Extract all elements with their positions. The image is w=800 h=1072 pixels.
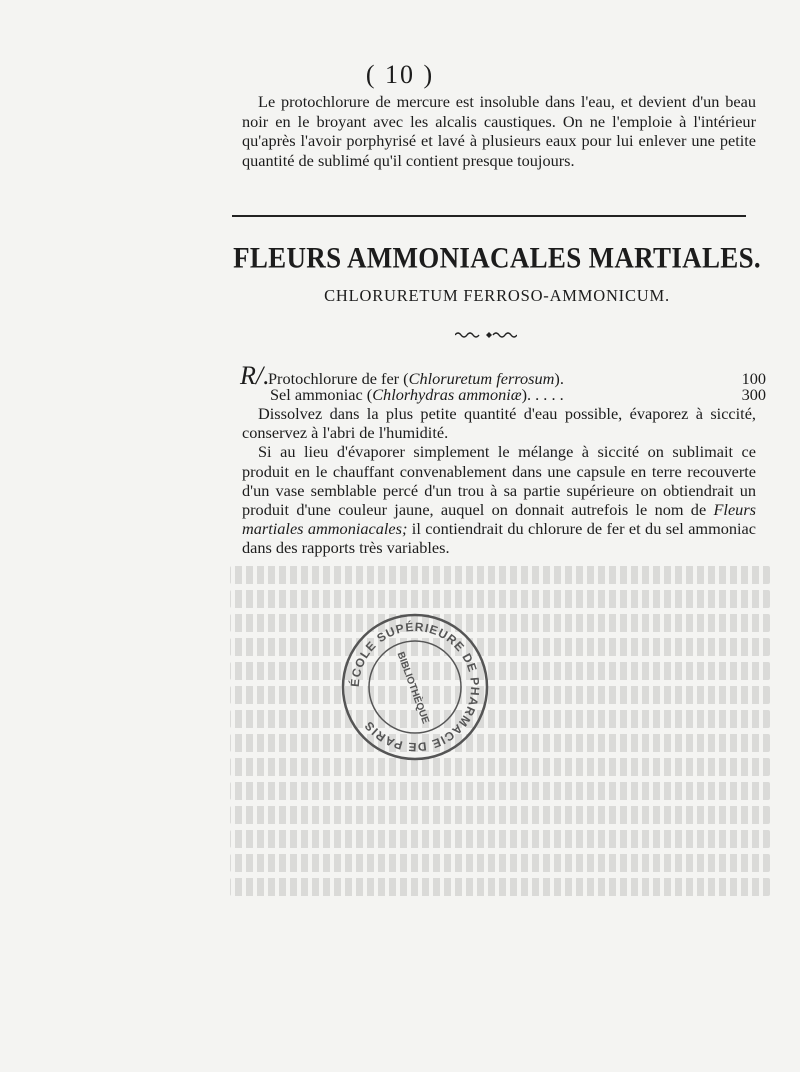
stamp-inner-text: BIBLIOTHÈQUE — [394, 650, 431, 726]
intro-text: Le protochlorure de mercure est insoluble dans l'eau, et devient d'un beau noir en le broyant avec les alcalis caustiques. On ne l'emploie à l'intérieur qu'après l'avoir porphyrisé et lavé à plusieurs eaux pour lui enlever une petite quantité de sublimé qu'il contient presque toujours. — [242, 92, 756, 170]
ingredient-name: Sel ammoniac — [270, 385, 363, 404]
page-number: ( 10 ) — [365, 60, 435, 89]
ingredient-latin: Chlorhydras ammoniæ — [372, 385, 522, 404]
ingredient-latin: Chloruretum ferrosum — [408, 369, 555, 388]
ingredient-quantity: 300 — [741, 385, 766, 404]
library-stamp — [340, 612, 490, 762]
ornament-icon — [455, 331, 517, 339]
paragraph-text: Si au lieu d'évaporer simplement le mélange à siccité on sublimait ce produit en le chauffant convenablement dans une capsule en terre recouverte d'un vase semblable percé d'un trou à sa partie supérieure on obtiendrait un produit d'une couleur jaune, auquel on donnait autrefois le nom de — [242, 442, 756, 520]
body-text — [242, 404, 756, 558]
paragraph — [242, 442, 756, 557]
intro-paragraph — [242, 92, 756, 170]
section-subtitle: CHLORURETUM FERROSO-AMMONICUM. — [324, 286, 670, 305]
recipe-symbol: R/. — [240, 361, 270, 390]
recipe — [240, 361, 766, 404]
ingredient-quantity: 100 — [741, 369, 766, 388]
stamp-outer-text: ÉCOLE SUPÉRIEURE DE PHARMACIE DE PARIS — [347, 619, 483, 755]
section-title: FLEURS AMMONIACALES MARTIALES. — [233, 241, 761, 275]
ingredient-name: Protochlorure de fer — [268, 369, 400, 388]
paragraph: Dissolvez dans la plus petite quantité d'eau possible, évaporez à siccité, conservez à l'abri de l'humidité. — [242, 404, 756, 443]
ingredient: Sel ammoniac (Chlorhydras ammoniæ). . . . . — [270, 385, 564, 404]
bleed-through-texture — [230, 560, 770, 920]
recipe-row — [240, 361, 766, 390]
paragraph-text: il contiendrait du chlorure de fer et du sel ammoniac dans des rapports très variables. — [242, 519, 757, 558]
italic-term: Fleurs martiales ammoniacales; — [242, 500, 756, 539]
ingredient: Protochlorure de fer (Chloruretum ferrosum). — [268, 369, 564, 388]
section-divider — [232, 215, 746, 217]
recipe-row — [242, 385, 766, 404]
